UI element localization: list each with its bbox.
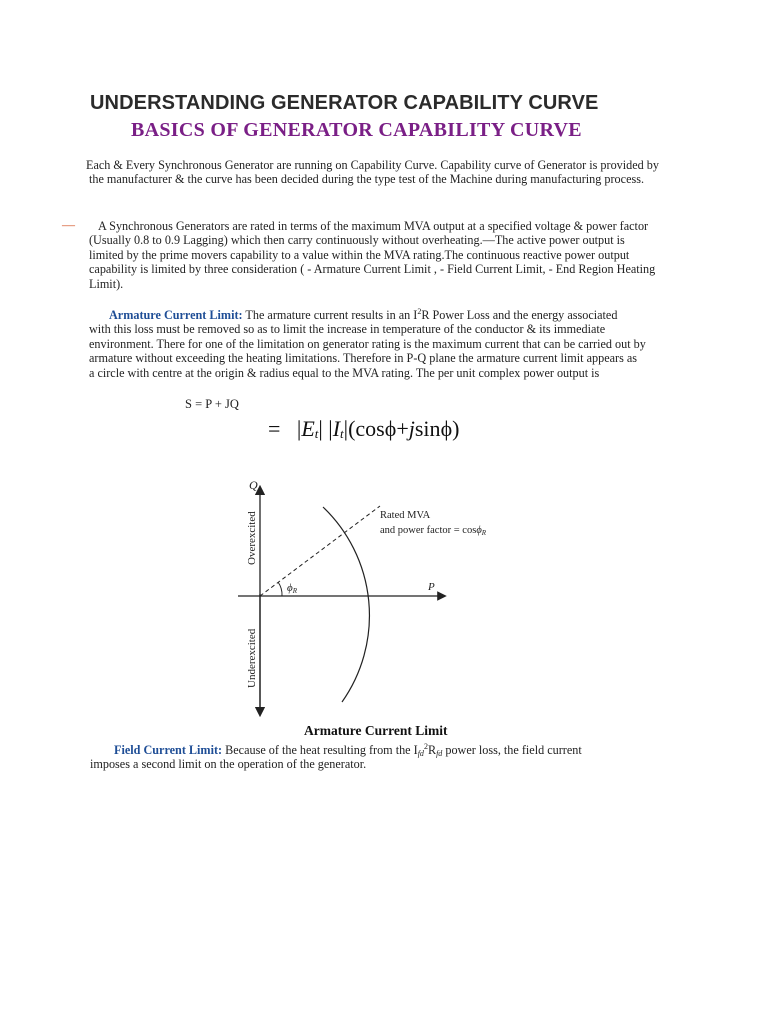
- figure-caption: Armature Current Limit: [304, 723, 448, 738]
- armature-superscript: 2: [417, 307, 422, 316]
- sin-term: sin: [414, 416, 441, 441]
- rating-line: Limit).: [89, 276, 124, 291]
- field-resistance: R: [427, 743, 437, 757]
- armature-text: R Power Loss and the energy associated: [421, 308, 618, 322]
- rating-line: (Usually 0.8 to 0.9 Lagging) which then carry continuously without overheating.—The active power output is: [89, 233, 625, 248]
- power-factor-text: and power factor = cos: [380, 525, 477, 536]
- cos-term: (cos: [348, 416, 385, 441]
- plus-sign: +: [396, 416, 409, 441]
- rating-line: limited by the prime movers capability to a value within the MVA rating.The continuous reactive power output: [89, 247, 630, 262]
- armature-line: environment. There for one of the limitation on generator rating is the maximum current that can be carried out by: [89, 336, 646, 351]
- armature-paragraph: [89, 308, 646, 380]
- current-subscript: t: [340, 426, 344, 441]
- intro-line: Each & Every Synchronous Generator are running on Capability Curve. Capability curve of Generator is provided by: [86, 158, 659, 172]
- armature-limit-circle: [323, 507, 369, 702]
- bullet-dash: —: [62, 217, 75, 232]
- page-subtitle: BASICS OF GENERATOR CAPABILITY CURVE: [131, 119, 582, 141]
- field-paragraph: [90, 743, 582, 772]
- field-subscript: fd: [417, 749, 424, 758]
- power-factor-label: [380, 525, 487, 537]
- phi-symbol: ϕ: [476, 525, 482, 536]
- equals-sign: =: [268, 416, 281, 441]
- field-text: Because of the heat resulting from the I: [222, 743, 418, 757]
- complex-power-formula: S = P + JQ: [185, 397, 239, 411]
- field-text: power loss, the field current: [442, 743, 582, 757]
- field-superscript: 2: [423, 742, 428, 751]
- phi-symbol: ϕ: [440, 416, 453, 441]
- voltage-subscript: t: [314, 426, 319, 441]
- armature-label: Armature Current Limit:: [109, 308, 243, 322]
- field-line: imposes a second limit on the operation of the generator.: [90, 757, 367, 772]
- armature-text: The armature current results in an I: [242, 308, 418, 322]
- rating-line: capability is limited by three consideration ( - Armature Current Limit , - Field Current Limit, - End Region Heating: [89, 262, 656, 277]
- p-axis-label: P: [428, 581, 435, 593]
- field-line: [90, 743, 582, 757]
- current-symbol: I: [332, 416, 341, 441]
- close-paren: ): [452, 416, 460, 441]
- power-factor-angle-arc: [278, 582, 282, 596]
- rated-mva-label: Rated MVA: [380, 510, 431, 521]
- imaginary-unit: j: [408, 416, 415, 441]
- phi-subscript: R: [481, 529, 487, 537]
- armature-line: armature without exceeding the heating limitations. Therefore in P-Q plane the armature current limit appears as: [89, 351, 638, 366]
- underexcited-label: Underexcited: [246, 628, 258, 688]
- intro-line: the manufacturer & the curve has been decided during the type test of the Machine during manufacturing process.: [89, 172, 645, 187]
- armature-line: [89, 308, 646, 322]
- field-label: Field Current Limit:: [114, 743, 223, 757]
- overexcited-label: Overexcited: [246, 511, 258, 565]
- angle-label: [287, 582, 298, 595]
- intro-paragraph: [86, 158, 659, 187]
- rating-line: A Synchronous Generators are rated in terms of the maximum MVA output at a specified voltage & power factor: [98, 219, 649, 233]
- phi-symbol: ϕ: [287, 582, 293, 594]
- page-title: UNDERSTANDING GENERATOR CAPABILITY CURVE: [90, 92, 599, 114]
- field-subscript: fd: [436, 749, 443, 758]
- armature-current-limit-diagram: [230, 470, 487, 720]
- phi-symbol: ϕ: [384, 416, 397, 441]
- phi-subscript: R: [292, 587, 297, 595]
- complex-power-equation: = $|E_t|$ $|I_t|(\cos\phi+jsin\phi)$: [268, 416, 460, 441]
- q-axis-label: Q: [249, 478, 258, 492]
- voltage-symbol: E: [301, 416, 315, 441]
- armature-line: a circle with centre at the origin & radius equal to the MVA rating. The per unit complex power output is: [89, 365, 600, 380]
- armature-line: with this loss must be removed so as to limit the increase in temperature of the conductor & its immediate: [89, 322, 606, 337]
- rating-paragraph: [89, 219, 655, 291]
